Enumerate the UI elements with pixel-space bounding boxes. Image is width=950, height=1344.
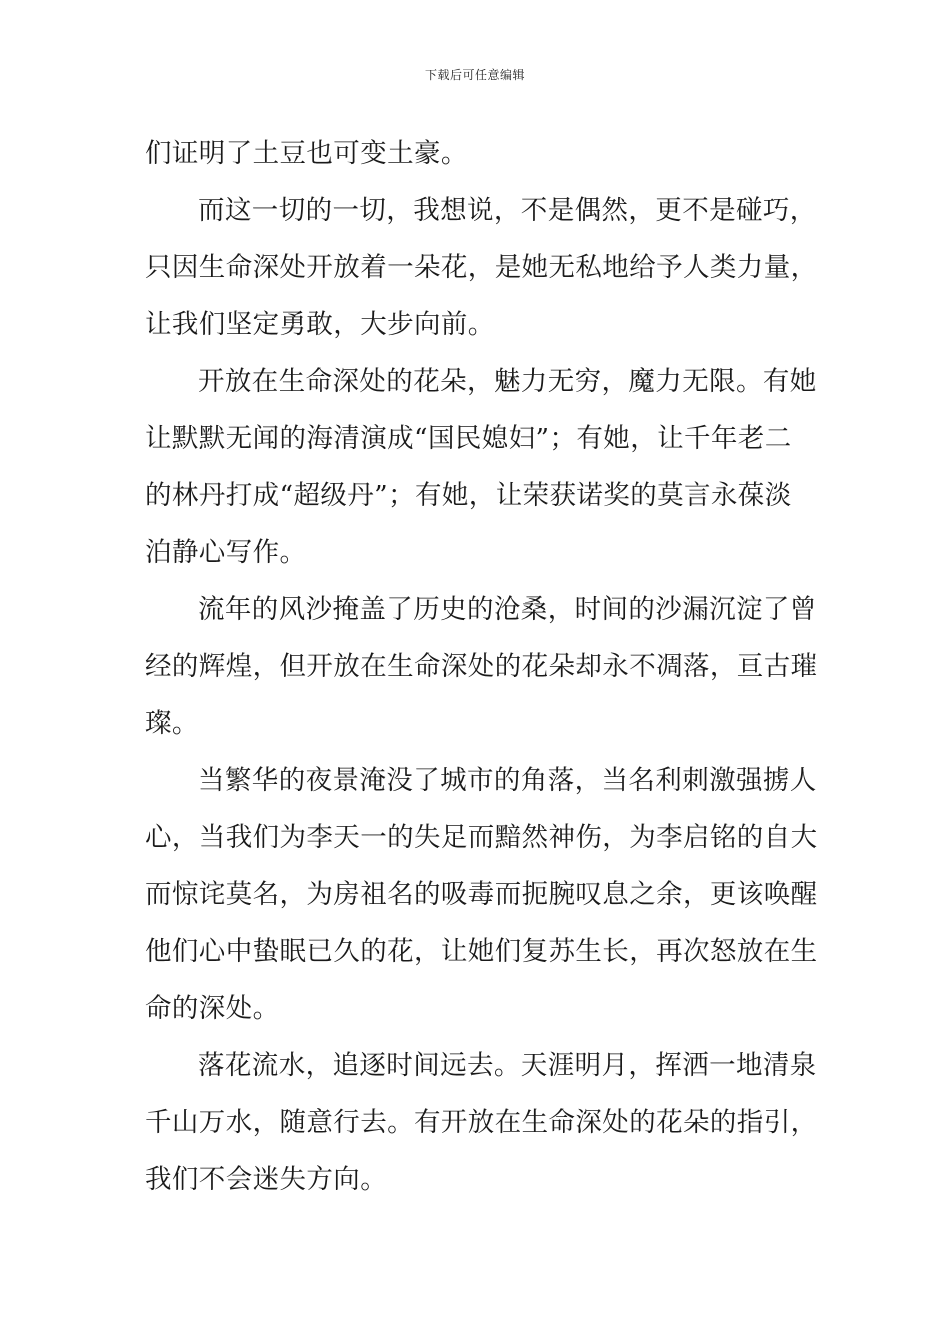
text-line: 千山万水，随意行去。有开放在生命深处的花朵的指引， [145, 1107, 818, 1138]
text-line: 他们心中蛰眠已久的花，让她们复苏生长，再次怒放在生 [145, 936, 818, 967]
text-line: 让我们坚定勇敢，大步向前。 [145, 309, 495, 340]
text-line: 心，当我们为李天一的失足而黯然神伤，为李启铭的自大 [145, 822, 818, 853]
text-line: 只因生命深处开放着一朵花，是她无私地给予人类力量， [145, 252, 818, 283]
page-header-note: 下载后可任意编辑 [424, 68, 525, 82]
text-line: 璨。 [145, 708, 199, 739]
text-line: 命的深处。 [145, 993, 280, 1024]
text-line: 让默默无闻的海清演成“国民媳妇”；有她，让千年老二 [145, 423, 792, 454]
text-line: 我们不会迷失方向。 [145, 1164, 388, 1195]
paragraph-first-line: 落花流水，追逐时间远去。天涯明月，挥洒一地清泉 [198, 1050, 817, 1081]
paragraph-first-line: 而这一切的一切，我想说，不是偶然，更不是碰巧， [198, 195, 817, 226]
paragraph-first-line: 流年的风沙掩盖了历史的沧桑，时间的沙漏沉淀了曾 [198, 594, 817, 625]
text-line: 泊静心写作。 [145, 537, 307, 568]
text-line: 经的辉煌，但开放在生命深处的花朵却永不凋落，亘古璀 [145, 651, 818, 682]
paragraph-first-line: 开放在生命深处的花朵，魅力无穷，魔力无限。有她 [198, 366, 817, 397]
text-line: 而惊诧莫名，为房祖名的吸毒而扼腕叹息之余，更该唤醒 [145, 879, 818, 910]
essay-body [145, 130, 818, 1213]
text-line: 的林丹打成“超级丹”；有她，让荣获诺奖的莫言永葆淡 [145, 480, 792, 511]
paragraph-first-line: 当繁华的夜景淹没了城市的角落，当名利刺激强掳人 [198, 765, 817, 796]
text-line: 们证明了土豆也可变土豪。 [145, 138, 468, 169]
